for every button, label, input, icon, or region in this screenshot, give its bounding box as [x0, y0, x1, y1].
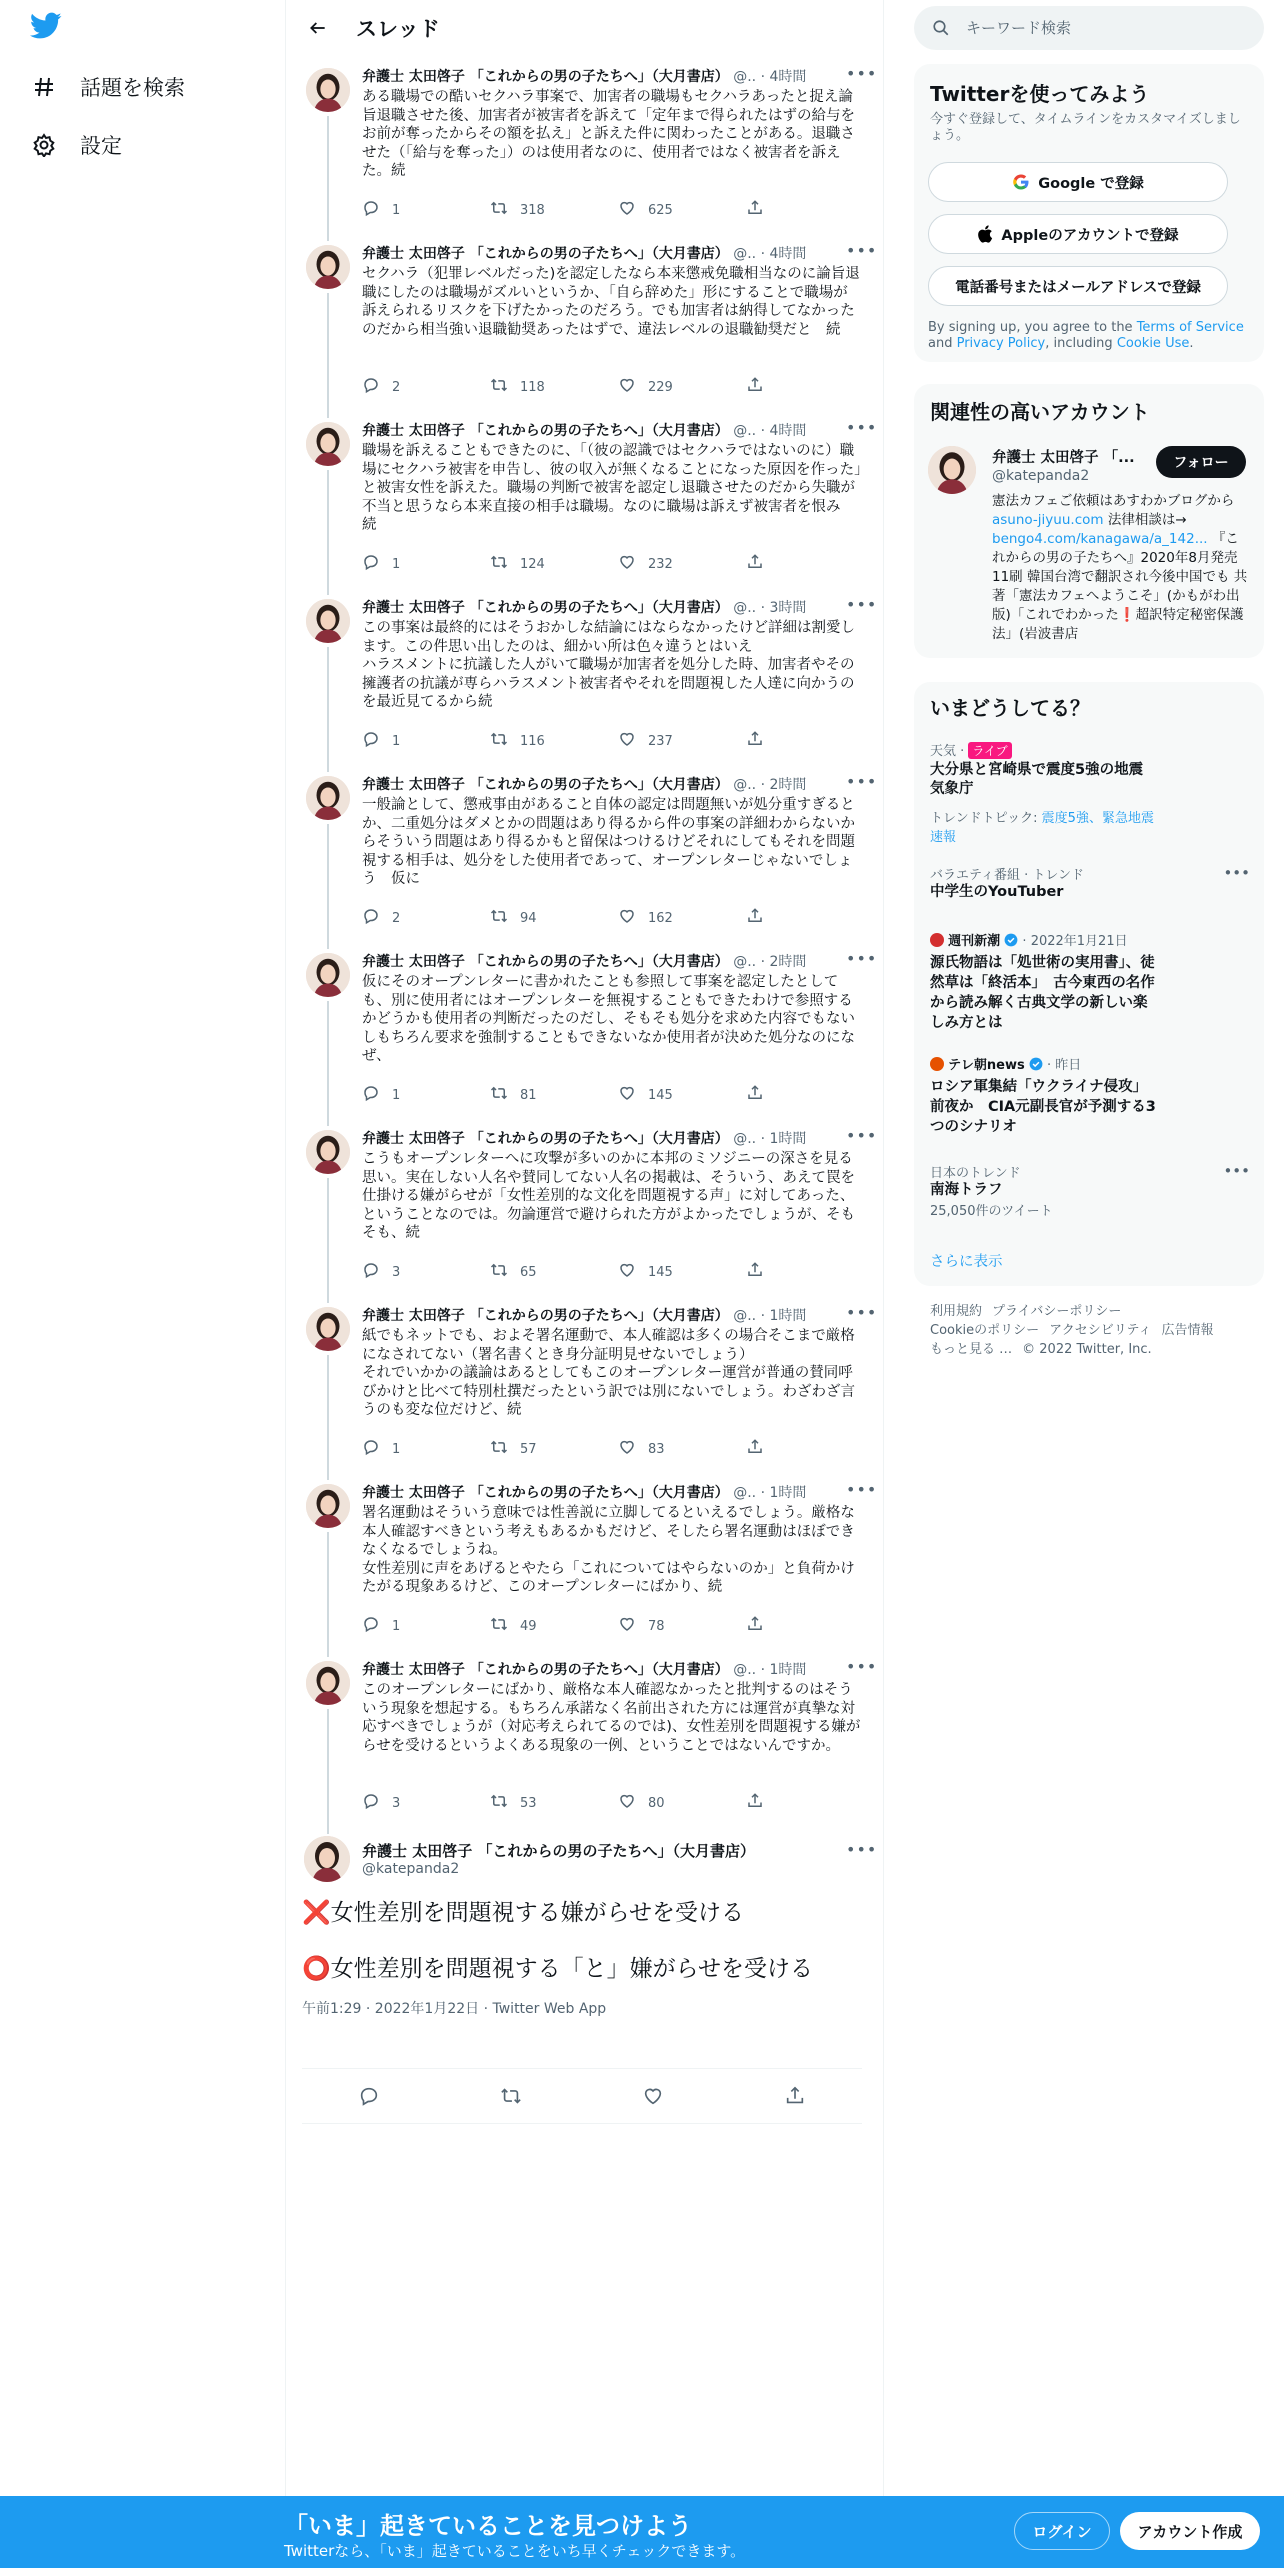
tweet-actions: [362, 553, 802, 575]
more-icon[interactable]: •••: [846, 1303, 878, 1322]
reply-button[interactable]: [362, 1792, 400, 1814]
apple-signup-label: Appleのアカウントで登録: [1001, 227, 1179, 244]
avatar[interactable]: [306, 245, 350, 289]
avatar[interactable]: [304, 1836, 350, 1882]
retweet-icon: [490, 1792, 520, 1814]
retweet-button[interactable]: [490, 1792, 537, 1814]
retweet-icon: [490, 376, 520, 398]
avatar[interactable]: [928, 446, 976, 494]
thread-header: [286, 0, 884, 56]
retweet-button[interactable]: [490, 199, 545, 221]
avatar[interactable]: [306, 1307, 350, 1351]
share-icon: [746, 1792, 776, 1814]
tweet-header: [362, 243, 832, 263]
reply-count: 3: [392, 1264, 401, 1280]
signup-card-title: Twitterを使ってみよう: [930, 82, 1150, 106]
author-name[interactable]: 弁護士 太田啓子 「これからの男の子たちへ」（大月書店）: [362, 1131, 729, 1147]
share-icon: [746, 1261, 776, 1283]
copyright: © 2022 Twitter, Inc.: [1022, 1342, 1152, 1357]
retweet-count: 65: [520, 1264, 537, 1280]
gear-icon: [30, 131, 58, 159]
retweet-count: 81: [520, 1087, 537, 1103]
avatar[interactable]: [306, 68, 350, 112]
thread-connector-line: [327, 824, 329, 949]
reply-count: 1: [392, 1087, 401, 1103]
privacy-link[interactable]: Privacy Policy: [956, 336, 1046, 351]
like-count: 78: [648, 1618, 665, 1634]
tweet[interactable]: [286, 1480, 884, 1657]
main-column: [286, 0, 884, 2500]
verified-badge-icon: [1004, 933, 1018, 947]
tweet-header: [362, 597, 832, 617]
like-count: 145: [648, 1264, 673, 1280]
left-nav: [0, 0, 286, 2500]
like-icon: [618, 1084, 648, 1106]
nav-settings[interactable]: [30, 120, 122, 170]
author-handle[interactable]: @..: [733, 1131, 757, 1147]
author-name[interactable]: 弁護士 太田啓子 「これからの男の子たちへ」（大月書店）: [362, 777, 729, 793]
like-button[interactable]: [618, 1615, 665, 1637]
author-name[interactable]: 弁護士 太田啓子 「これからの男の子たちへ」（大月書店）: [362, 1485, 729, 1501]
share-button[interactable]: [746, 553, 776, 575]
like-count: 145: [648, 1087, 673, 1103]
tweet-actions: [362, 907, 802, 929]
footer-links: [930, 1302, 1250, 1359]
more-icon[interactable]: •••: [846, 64, 878, 83]
like-icon: [618, 1792, 648, 1814]
tweet-time[interactable]: · 1時間: [760, 1485, 807, 1501]
retweet-button[interactable]: [490, 1261, 537, 1283]
page-title: スレッド: [356, 17, 440, 41]
reply-button[interactable]: [362, 730, 400, 752]
share-icon: [746, 730, 776, 752]
like-icon: [618, 907, 648, 929]
author-handle[interactable]: @..: [733, 246, 757, 262]
trends-title: いまどうしてる？: [930, 696, 1090, 720]
share-icon[interactable]: [784, 2085, 806, 2111]
like-button[interactable]: [618, 1792, 665, 1814]
like-count: 625: [648, 202, 673, 218]
nav-settings-label: 設定: [80, 134, 122, 158]
thread-connector-line: [327, 470, 329, 595]
tweet-text-line-2: ⭕女性差別を問題視する「と」嫌がらせを受ける: [302, 1956, 813, 1982]
reply-count: 1: [392, 1441, 401, 1457]
like-count: 229: [648, 379, 673, 395]
trend-topics-link[interactable]: 震度5強、緊急地震速報: [930, 811, 1154, 845]
share-icon: [746, 376, 776, 398]
trend-item[interactable]: テレ朝news · 昨日 ロシア軍集結「ウクライナ侵攻」前夜か CIA元副長官が予測する3つのシナリオ: [930, 1054, 1250, 1137]
thread-connector-line: [327, 1178, 329, 1303]
tweet-actions: [362, 1438, 802, 1460]
footer-link[interactable]: もっと見る …: [930, 1342, 1013, 1357]
related-accounts-title: 関連性の高いアカウント: [930, 400, 1150, 424]
tweet-header: [362, 1482, 832, 1502]
author-name[interactable]: 弁護士 太田啓子 「これからの男の子たちへ」（大月書店）: [362, 1662, 729, 1678]
tweet[interactable]: [286, 241, 884, 418]
retweet-button[interactable]: [490, 376, 545, 398]
share-button[interactable]: [746, 1084, 776, 1106]
author-handle[interactable]: @katepanda2: [362, 1861, 460, 1877]
tweet[interactable]: [286, 64, 884, 241]
related-account-bio: 憲法カフェご依頼はあすわかブログから asuno-jiyuu.com 法律相談は→ bengo4.com/kanagawa/a_142... 『これからの男の子たちへ』2020年8月発売 11刷 韓国台湾で翻訳され今後中国でも 共著「憲法カフェへようこそ」(かもがわ出版)「これでわかった❗超訳特定秘密保護法」(岩波書店: [992, 493, 1248, 642]
login-prompt-bar: [0, 2496, 1284, 2568]
footer-link[interactable]: 利用規約: [930, 1304, 983, 1319]
author-name[interactable]: 弁護士 太田啓子 「これからの男の子たちへ」（大月書店）: [362, 69, 729, 85]
share-button[interactable]: [746, 199, 776, 221]
like-count: 237: [648, 733, 673, 749]
footer-link[interactable]: Cookieのポリシー: [930, 1323, 1040, 1338]
reply-icon: [362, 1438, 392, 1460]
trend-meta: 日本のトレンド: [930, 1166, 1021, 1181]
tweet-text-line-1: ❌女性差別を問題視する嫌がらせを受ける: [302, 1900, 744, 1926]
more-icon[interactable]: •••: [1223, 1162, 1250, 1180]
like-icon: [618, 376, 648, 398]
more-icon[interactable]: •••: [846, 1657, 878, 1676]
more-icon[interactable]: •••: [846, 1126, 878, 1145]
more-icon[interactable]: •••: [846, 1840, 878, 1859]
reply-button[interactable]: [362, 1084, 400, 1106]
like-button[interactable]: [618, 1084, 673, 1106]
share-icon: [746, 907, 776, 929]
retweet-icon: [490, 730, 520, 752]
signup-card: [914, 64, 1264, 362]
reply-count: 3: [392, 1795, 401, 1811]
author-name[interactable]: 弁護士 太田啓子 「これからの男の子たちへ」（大月書店）: [362, 1842, 755, 1860]
reply-icon: [362, 907, 392, 929]
trend-title: 南海トラフ: [930, 1182, 1003, 1198]
bio-link-2[interactable]: bengo4.com/kanagawa/a_142...: [992, 531, 1208, 547]
reply-icon: [362, 553, 392, 575]
share-button[interactable]: [746, 1261, 776, 1283]
tweet[interactable]: [286, 418, 884, 595]
tweet-header: [362, 951, 832, 971]
like-icon[interactable]: [642, 2085, 664, 2111]
tweet[interactable]: [286, 1126, 884, 1303]
terms-text: By signing up, you agree to the Terms of Service and Privacy Policy, including Cookie Use.: [928, 320, 1244, 351]
tweet-actions: [362, 199, 802, 221]
tweet-timestamp[interactable]: 午前1:29 · 2022年1月22日 · Twitter Web App: [302, 2001, 607, 2017]
retweet-button[interactable]: [490, 553, 545, 575]
more-icon[interactable]: •••: [846, 241, 878, 260]
search-input[interactable]: [966, 19, 1236, 37]
retweet-icon: [490, 1261, 520, 1283]
author-handle[interactable]: @..: [733, 1308, 757, 1324]
twitter-bird-icon[interactable]: [30, 12, 68, 48]
share-icon: [746, 1438, 776, 1460]
reply-button[interactable]: [362, 907, 400, 929]
reply-icon: [362, 1792, 392, 1814]
more-icon[interactable]: •••: [1223, 864, 1250, 882]
nav-explore[interactable]: [30, 62, 185, 112]
like-icon: [618, 553, 648, 575]
tweet-header: [362, 1305, 832, 1325]
tweet-actions: [362, 1792, 802, 1814]
author-handle[interactable]: @..: [733, 600, 757, 616]
related-accounts-card: [914, 384, 1264, 658]
avatar[interactable]: [306, 599, 350, 643]
tweet-text: こうもオープンレターへに攻撃が多いのかに本邦のミソジニーの深さを見る思い。実在しない人名や賛同してない人名の掲載は、そういう、あえて罠を仕掛ける嫌がらせが「女性差別的な文化を問題視する声」に対してあった、ということなのでは。勿論運営で避けられた方がよかったでしょうが、そもそも、続: [362, 1151, 855, 1242]
trend-item[interactable]: [930, 1162, 1250, 1219]
retweet-count: 53: [520, 1795, 537, 1811]
reply-icon: [362, 1261, 392, 1283]
share-icon: [746, 553, 776, 575]
login-button[interactable]: ログイン: [1014, 2512, 1110, 2550]
apple-icon: [977, 225, 993, 243]
like-icon: [618, 1615, 648, 1637]
tweet-text: 職場を訴えることもできたのに、「（彼の認識ではセクハラではないのに）職場にセクハラ被害を申告し、彼の収入が無くなることになった原因を作った」と被害女性を訴えた。職場の判断で被害を認定し退職させたのだから失職が不当と思うなら本来直接の相手は職場。なのに職場は訴えず被害者を恨み 続: [362, 443, 862, 534]
thread-connector-line: [327, 1709, 329, 1834]
reply-count: 1: [392, 1618, 401, 1634]
reply-count: 2: [392, 910, 401, 926]
retweet-button[interactable]: [490, 1615, 537, 1637]
author-handle[interactable]: @..: [733, 954, 757, 970]
tweet-time[interactable]: · 4時間: [760, 69, 807, 85]
tweet-time[interactable]: · 2時間: [760, 777, 807, 793]
tweet-time[interactable]: · 4時間: [760, 246, 807, 262]
retweet-count: 124: [520, 556, 545, 572]
tweet-actions: [362, 1084, 802, 1106]
like-button[interactable]: [618, 376, 673, 398]
retweet-icon: [490, 553, 520, 575]
like-count: 80: [648, 1795, 665, 1811]
tweet-header: [362, 66, 832, 86]
tweet-text: 一般論として、懲戒事由があること自体の認定は問題無いが処分重すぎるとか、二重処分はダメとかの問題はあり得るから件の事案の詳細わからないからそういう問題はあり得るかもと留保はつけるけどそれにしてもそれを問題視する相手は、処分をした使用者であって、オープンレターじゃないでしょう 仮に: [362, 797, 855, 888]
live-badge: ライブ: [968, 742, 1011, 759]
trend-title: 大分県と宮崎県で震度5強の地震: [930, 762, 1144, 778]
tweet-time[interactable]: · 3時間: [760, 600, 807, 616]
share-button[interactable]: [746, 730, 776, 752]
share-button[interactable]: [746, 907, 776, 929]
like-icon: [618, 1261, 648, 1283]
tweet[interactable]: [286, 1303, 884, 1480]
author-handle[interactable]: @..: [733, 777, 757, 793]
show-more-link[interactable]: さらに表示: [930, 1254, 1003, 1270]
reply-icon: [362, 199, 392, 221]
phone-email-signup-label: 電話番号またはメールアドレスで登録: [955, 279, 1201, 296]
tweet[interactable]: [286, 949, 884, 1126]
share-icon: [746, 199, 776, 221]
share-button[interactable]: [746, 1792, 776, 1814]
retweet-count: 318: [520, 202, 545, 218]
author-name[interactable]: 弁護士 太田啓子 「これからの男の子たちへ」（大月書店）: [362, 423, 729, 439]
like-icon: [618, 1438, 648, 1460]
reply-icon: [362, 1615, 392, 1637]
retweet-count: 94: [520, 910, 537, 926]
tweet-actions-bar: [302, 2068, 862, 2124]
avatar[interactable]: [306, 1661, 350, 1705]
like-button[interactable]: [618, 1438, 665, 1460]
thread-connector-line: [327, 1001, 329, 1126]
reply-icon: [362, 376, 392, 398]
like-count: 83: [648, 1441, 665, 1457]
like-button[interactable]: [618, 730, 673, 752]
trend-title: 源氏物語は「処世術の実用書」、徒然草は「終活本」 古今東西の名作から読み解く古典文学の新しい楽しみ方とは: [930, 955, 1155, 1031]
like-count: 232: [648, 556, 673, 572]
tweet-header: [362, 1128, 832, 1148]
reply-count: 1: [392, 733, 401, 749]
google-icon: [1012, 173, 1030, 191]
retweet-icon: [490, 907, 520, 929]
avatar[interactable]: [306, 953, 350, 997]
avatar[interactable]: [306, 1130, 350, 1174]
reply-icon[interactable]: [358, 2085, 380, 2111]
share-icon: [746, 1084, 776, 1106]
avatar[interactable]: [306, 1484, 350, 1528]
reply-button[interactable]: [362, 1438, 400, 1460]
reply-button[interactable]: [362, 553, 400, 575]
author-handle[interactable]: @..: [733, 1662, 757, 1678]
bio-link-1[interactable]: asuno-jiyuu.com: [992, 512, 1104, 528]
tweet-actions: [362, 1261, 802, 1283]
retweet-icon: [490, 1084, 520, 1106]
search-icon: [932, 19, 950, 37]
retweet-icon: [490, 1615, 520, 1637]
tweet-text: 仮にそのオープンレターに書かれたことも参照して事案を認定したとしても、別に使用者にはオープンレターを無視することもできたわけで参照するかどうかも使用者の判断だったのだし、そもそも処分を求めた内容でもないしもちろん要求を強制することもできないなか使用者が決めた処分なのになぜ、: [362, 974, 855, 1065]
bottom-bar-subtitle: Twitterなら、「いま」起きていることをいち早くチェックできます。: [284, 2542, 746, 2560]
tweet[interactable]: [286, 1657, 884, 1834]
google-signup-button[interactable]: [928, 162, 1228, 202]
tweet-text: セクハラ（犯罪レベルだった)を認定したなら本来懲戒免職相当なのに論旨退職にしたのは職場がズルいというか、「自ら辞めた」形にすることで職場が訴えられるリスクを下げたかったのだろう。でも加害者は納得してなかったのだから相当強い退職勧奨あったはずで、違法レベルの退職勧奨だと 続: [362, 266, 860, 338]
retweet-button[interactable]: [490, 1084, 537, 1106]
like-button[interactable]: [618, 1261, 673, 1283]
reply-button[interactable]: [362, 199, 400, 221]
more-icon[interactable]: •••: [846, 949, 878, 968]
more-icon[interactable]: •••: [846, 595, 878, 614]
tweet-time[interactable]: · 4時間: [760, 423, 807, 439]
publisher-logo-icon: [930, 1057, 944, 1071]
tweet-time[interactable]: · 2時間: [760, 954, 807, 970]
reply-icon: [362, 730, 392, 752]
tweet-actions: [362, 1615, 802, 1637]
tweet-text: ある職場での酷いセクハラ事案で、加害者の職場もセクハラあったと捉え論旨退職させた後、加害者が被害者を訴えて「定年まで得られたはずの給与をお前が奪ったからその額を払え」と訴えた件に関わったことがある。退職させた（「給与を奪った」）のは使用者なのに、使用者ではなく被害者を訴えた。続: [362, 89, 855, 180]
retweet-button[interactable]: [490, 730, 545, 752]
retweet-count: 57: [520, 1441, 537, 1457]
like-button[interactable]: [618, 907, 673, 929]
verified-badge-icon: [1029, 1057, 1043, 1071]
author-name[interactable]: 弁護士 太田啓子 「これからの男の子たちへ」（大月書店）: [362, 1308, 729, 1324]
tweet-header: [362, 774, 832, 794]
thread-connector-line: [327, 116, 329, 241]
author-name[interactable]: 弁護士 太田啓子 「これからの男の子たちへ」（大月書店）: [362, 246, 729, 262]
author-handle[interactable]: @..: [733, 423, 757, 439]
retweet-icon: [490, 199, 520, 221]
reply-button[interactable]: [362, 376, 400, 398]
avatar[interactable]: [306, 422, 350, 466]
tweet-text: このオープンレターにばかり、厳格な本人確認なかったと批判するのはそういう現象を想起する。もちろん承諾なく名前出された方には運営が真摯な対応すべきでしょうが（対応考えられてるのでは)、女性差別を問題視する嫌がらせを受けるというよくある現象の一例、ということではないんですか。: [362, 1682, 861, 1754]
retweet-count: 118: [520, 379, 545, 395]
like-button[interactable]: [618, 199, 673, 221]
more-icon[interactable]: •••: [846, 772, 878, 791]
like-icon: [618, 199, 648, 221]
related-account-handle[interactable]: @katepanda2: [992, 468, 1090, 484]
tweet-time[interactable]: · 1時間: [760, 1131, 807, 1147]
terms-link[interactable]: Terms of Service: [1136, 320, 1244, 335]
tweet-time[interactable]: · 1時間: [760, 1308, 807, 1324]
footer-link[interactable]: プライバシーポリシー: [992, 1304, 1122, 1319]
tweet-time[interactable]: · 1時間: [760, 1662, 807, 1678]
thread-connector-line: [327, 647, 329, 772]
author-name[interactable]: 弁護士 太田啓子 「これからの男の子たちへ」（大月書店）: [362, 600, 729, 616]
thread-connector-line: [327, 1532, 329, 1657]
nav-explore-label: 話題を検索: [80, 76, 185, 100]
signup-card-subtitle: 今すぐ登録して、タイムラインをカスタマイズしましょう。: [930, 112, 1241, 143]
bottom-bar-title: 「いま」起きていることを見つけよう: [284, 2512, 692, 2540]
tweet-actions: [362, 376, 802, 398]
author-handle[interactable]: @..: [733, 1485, 757, 1501]
tweet-actions: [362, 730, 802, 752]
tweet-header: [362, 420, 832, 440]
share-icon: [746, 1615, 776, 1637]
trend-title: ロシア軍集結「ウクライナ侵攻」前夜か CIA元副長官が予測する3つのシナリオ: [930, 1079, 1156, 1135]
retweet-icon[interactable]: [500, 2085, 522, 2111]
search-box[interactable]: [914, 6, 1264, 50]
phone-email-signup-button[interactable]: [928, 266, 1228, 306]
related-account-name[interactable]: 弁護士 太田啓子 「...: [992, 450, 1135, 466]
reply-count: 2: [392, 379, 401, 395]
trend-item[interactable]: 天気 · ライブ 大分県と宮崎県で震度5強の地震 気象庁 トレンドトピック: 震度5強、緊急地震速報: [930, 740, 1250, 845]
google-signup-label: Google で登録: [1038, 175, 1144, 192]
more-icon[interactable]: •••: [846, 1480, 878, 1499]
reply-button[interactable]: [362, 1615, 400, 1637]
tweet-text: 紙でもネットでも、およそ署名運動で、本人確認は多くの場合そこまで厳格になされてない（署名書くとき身分証明見せないでしょう） それでいかかの議論はあるとしてもこのオープンレター運営が普通の賛同呼びかけと比べて特別杜撰だったという訳では別にないでしょう。わざわざ言うのも変な位だけど、続: [362, 1328, 855, 1419]
tweet[interactable]: [286, 772, 884, 949]
trends-card: [914, 682, 1264, 1286]
author-handle[interactable]: @..: [733, 69, 757, 85]
like-button[interactable]: [618, 553, 673, 575]
share-button[interactable]: [746, 376, 776, 398]
author-name[interactable]: 弁護士 太田啓子 「これからの男の子たちへ」（大月書店）: [362, 954, 729, 970]
tweet-text: この事案は最終的にはそうおかしな結論にはならなかったけど詳細は割愛します。この件思い出したのは、細かい所は色々違うとはいえ ハラスメントに抗議した人がいて職場が加害者を処分した時、加害者やその擁護者の抗議が専らハラスメント被害者やそれを問題視した人達に向かうのを最近見てるから続: [362, 620, 855, 711]
footer-link[interactable]: アクセシビリティ: [1049, 1323, 1152, 1338]
reply-button[interactable]: [362, 1261, 400, 1283]
reply-count: 1: [392, 202, 401, 218]
reply-icon: [362, 1084, 392, 1106]
avatar[interactable]: [306, 776, 350, 820]
reply-count: 1: [392, 556, 401, 572]
footer-link[interactable]: 広告情報: [1161, 1323, 1214, 1338]
more-icon[interactable]: •••: [846, 418, 878, 437]
cookie-link[interactable]: Cookie Use: [1116, 336, 1190, 351]
trend-item[interactable]: [930, 864, 1250, 902]
trend-title: 中学生のYouTuber: [930, 884, 1064, 900]
share-button[interactable]: [746, 1438, 776, 1460]
share-button[interactable]: [746, 1615, 776, 1637]
like-icon: [618, 730, 648, 752]
thread-connector-line: [327, 293, 329, 418]
hashtag-icon: [30, 73, 58, 101]
trend-source: 気象庁: [930, 781, 974, 797]
thread-connector-line: [327, 1355, 329, 1480]
follow-button[interactable]: フォロー: [1156, 446, 1246, 478]
tweet-header: [362, 1659, 832, 1679]
tweet[interactable]: [286, 595, 884, 772]
signup-button[interactable]: アカウント作成: [1120, 2512, 1260, 2550]
trend-item[interactable]: 週刊新潮 · 2022年1月21日 源氏物語は「処世術の実用書」、徒然草は「終活本」 古今東西の名作から読み解く古典文学の新しい楽しみ方とは: [930, 930, 1250, 1033]
like-count: 162: [648, 910, 673, 926]
retweet-count: 116: [520, 733, 545, 749]
trend-tweet-count: 25,050件のツイート: [930, 1204, 1053, 1219]
retweet-button[interactable]: [490, 1438, 537, 1460]
retweet-icon: [490, 1438, 520, 1460]
tweet-text: 署名運動はそういう意味では性善説に立脚してるといえるでしょう。厳格な本人確認すべきという考えもあるかもだけど、そしたら署名運動はほぼできなくなるでしょうね。 女性差別に声をあげるとやたら「これについてはやらないのか」と負荷かけたがる現象あるけど、このオープンレターにばかり、続: [362, 1505, 855, 1596]
retweet-count: 49: [520, 1618, 537, 1634]
arrow-left-icon[interactable]: [300, 10, 336, 46]
apple-signup-button[interactable]: [928, 214, 1228, 254]
publisher-logo-icon: [930, 933, 944, 947]
retweet-button[interactable]: [490, 907, 537, 929]
trend-meta: バラエティ番組 · トレンド: [930, 868, 1085, 883]
